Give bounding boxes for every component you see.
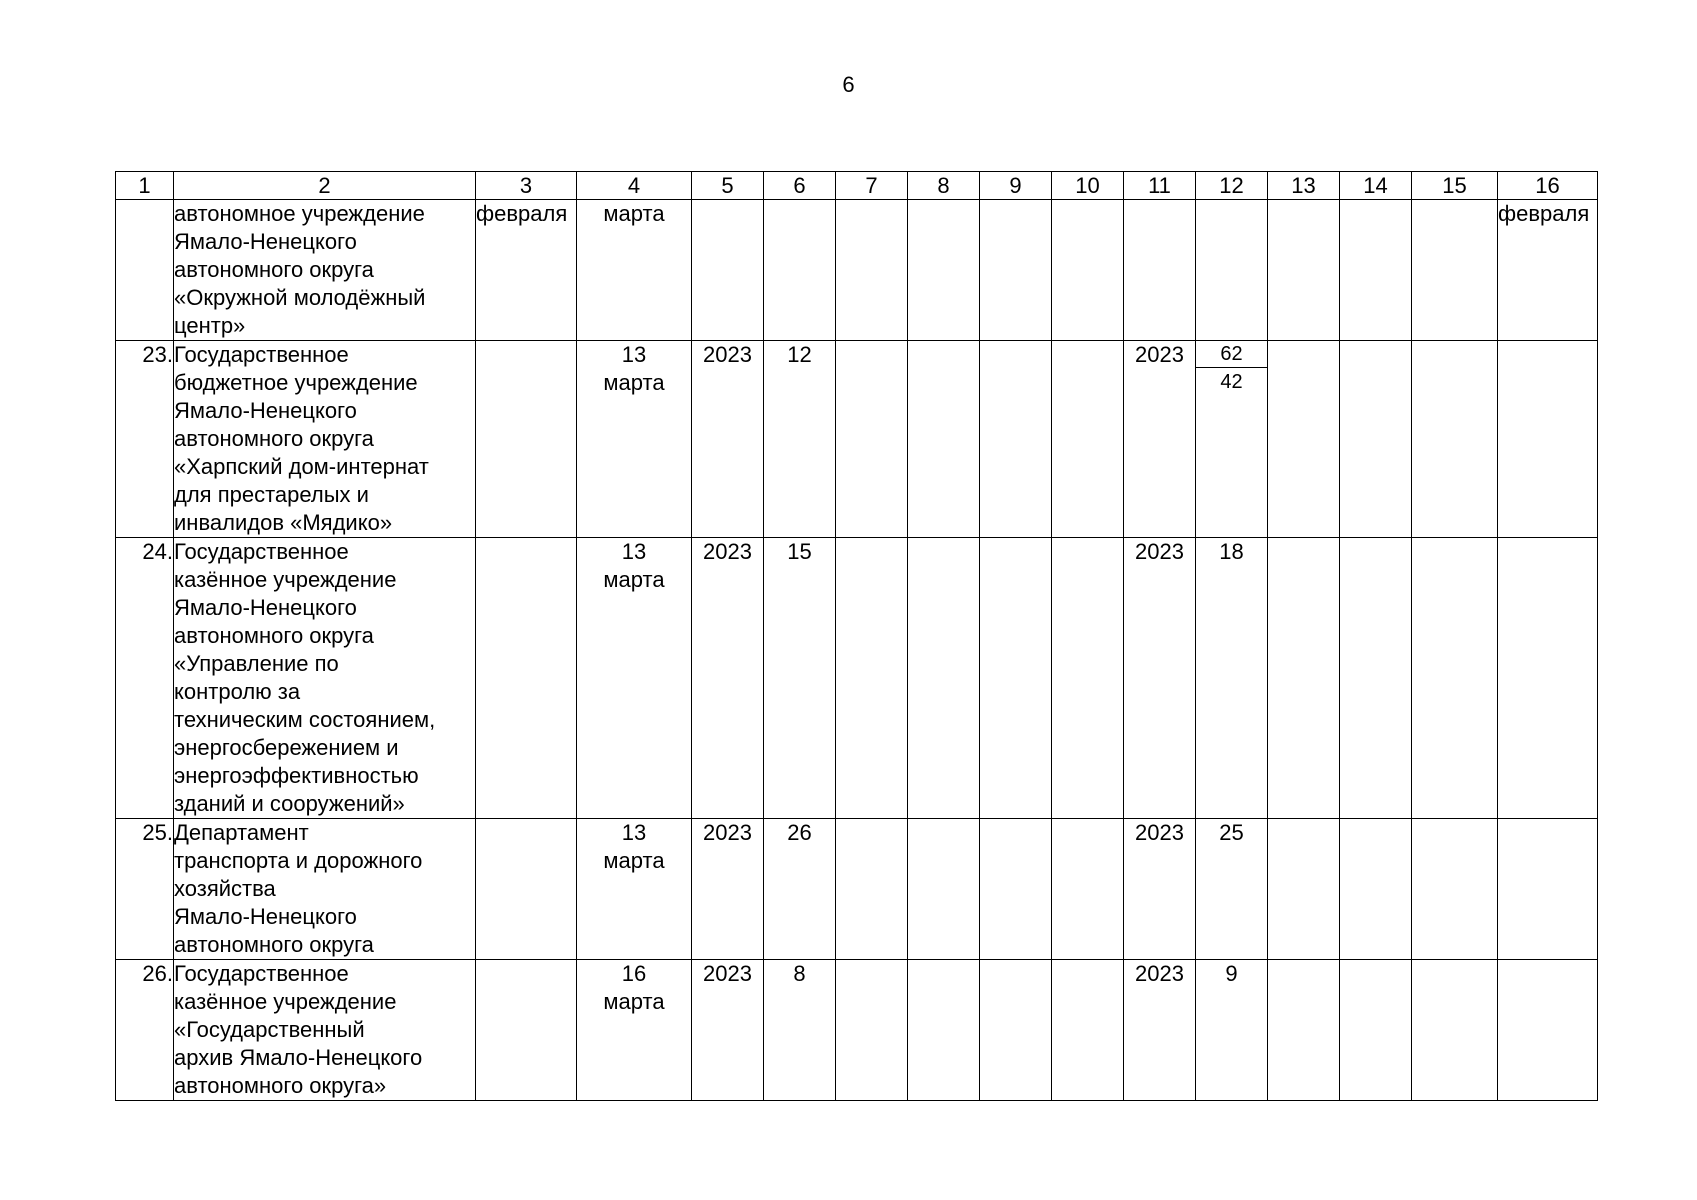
cell-col12: 9 [1196,960,1268,1101]
cell-col3 [476,819,577,960]
table-row [116,538,1598,819]
cell-col11: 2023 [1124,341,1196,538]
date-day: 13 [621,820,647,845]
fraction-denominator: 42 [1220,371,1243,393]
name-line: хозяйства [174,876,276,901]
cell-col16: февраля [1498,200,1598,341]
name-line: автономное учреждение [174,201,425,226]
cell-col9 [980,200,1052,341]
cell-col7 [836,341,908,538]
name-line: Государственное [174,961,349,986]
table-row [116,960,1598,1101]
name-line: казённое учреждение [174,989,397,1014]
cell-col16 [1498,819,1598,960]
name-line: казённое учреждение [174,567,397,592]
name-line: Ямало-Ненецкого [174,398,357,423]
cell-col14 [1340,341,1412,538]
cell-col12-fraction [1196,341,1268,538]
name-line: «Окружной молодёжный [174,285,426,310]
cell-col9 [980,819,1052,960]
column-header: 4 [577,172,692,200]
cell-col4 [577,819,692,960]
cell-col13 [1268,960,1340,1101]
cell-col4 [577,960,692,1101]
name-line: транспорта и дорожного [174,848,423,873]
column-header: 8 [908,172,980,200]
cell-col3 [476,341,577,538]
column-header: 9 [980,172,1052,200]
cell-col11: 2023 [1124,538,1196,819]
cell-col7 [836,538,908,819]
name-line: автономного округа [174,932,374,957]
column-header: 14 [1340,172,1412,200]
cell-col15 [1412,538,1498,819]
name-line: автономного округа [174,426,374,451]
cell-col3 [476,538,577,819]
table-row [116,341,1598,538]
column-header: 16 [1498,172,1598,200]
data-table [115,171,1598,1101]
name-line: инвалидов «Мядико» [174,510,393,535]
name-line: автономного округа» [174,1073,387,1098]
cell-col5: 2023 [692,819,764,960]
column-header: 10 [1052,172,1124,200]
cell-col10 [1052,341,1124,538]
cell-col4 [577,341,692,538]
cell-col16 [1498,341,1598,538]
cell-col5: 2023 [692,960,764,1101]
cell-col5: 2023 [692,341,764,538]
cell-col6: 12 [764,341,836,538]
date-day: 13 [621,539,647,564]
cell-col10 [1052,819,1124,960]
name-line: энергосбережением и [174,735,399,760]
cell-col13 [1268,819,1340,960]
cell-col13 [1268,200,1340,341]
name-line: для престарелых и [174,482,369,507]
cell-col14 [1340,960,1412,1101]
cell-col8 [908,341,980,538]
fraction-numerator: 62 [1196,341,1267,368]
cell-col12: 18 [1196,538,1268,819]
organization-name [174,200,476,341]
name-line: Ямало-Ненецкого [174,904,357,929]
name-line: «Харпский дом-интернат [174,454,429,479]
organization-name [174,538,476,819]
name-line: «Государственный [174,1017,365,1042]
date-month: марта [603,848,665,873]
date-day: 13 [621,342,647,367]
cell-col7 [836,200,908,341]
name-line: автономного округа [174,257,374,282]
name-line: архив Ямало-Ненецкого [174,1045,423,1070]
row-number [116,200,174,341]
organization-name [174,819,476,960]
name-line: контролю за [174,679,301,704]
cell-col4 [577,200,692,341]
row-number: 23. [116,341,174,538]
cell-col8 [908,819,980,960]
cell-col9 [980,538,1052,819]
organization-name [174,341,476,538]
cell-col8 [908,538,980,819]
row-number: 24. [116,538,174,819]
cell-col5 [692,200,764,341]
column-header: 2 [174,172,476,200]
table-row [116,819,1598,960]
date-day: 16 [621,961,647,986]
column-header: 12 [1196,172,1268,200]
header-row [116,172,1598,200]
cell-col8 [908,200,980,341]
cell-col3 [476,960,577,1101]
cell-col14 [1340,819,1412,960]
name-line: энергоэффективностью [174,763,419,788]
name-line: «Управление по [174,651,339,676]
cell-col11 [1124,200,1196,341]
cell-col13 [1268,341,1340,538]
column-header: 11 [1124,172,1196,200]
cell-col6: 15 [764,538,836,819]
column-header: 6 [764,172,836,200]
cell-col15 [1412,200,1498,341]
column-header: 15 [1412,172,1498,200]
name-line: Ямало-Ненецкого [174,595,357,620]
date-month: марта [603,989,665,1014]
name-line: Государственное [174,342,349,367]
cell-col12: 25 [1196,819,1268,960]
cell-col15 [1412,341,1498,538]
name-line: зданий и сооружений» [174,791,405,816]
cell-col11: 2023 [1124,819,1196,960]
cell-col15 [1412,960,1498,1101]
cell-col16 [1498,538,1598,819]
cell-col10 [1052,538,1124,819]
column-header: 5 [692,172,764,200]
cell-col15 [1412,819,1498,960]
cell-col3: февраля [476,200,577,341]
cell-col12 [1196,200,1268,341]
name-line: Государственное [174,539,349,564]
cell-col10 [1052,200,1124,341]
cell-col6 [764,200,836,341]
table-row [116,200,1598,341]
organization-name [174,960,476,1101]
date-month: марта [603,370,665,395]
cell-col8 [908,960,980,1101]
column-header: 7 [836,172,908,200]
date-month: марта [603,567,665,592]
cell-col9 [980,341,1052,538]
name-line: Ямало-Ненецкого [174,229,357,254]
cell-col16 [1498,960,1598,1101]
name-line: центр» [174,313,246,338]
row-number: 25. [116,819,174,960]
cell-col9 [980,960,1052,1101]
column-header: 1 [116,172,174,200]
cell-col14 [1340,200,1412,341]
cell-col14 [1340,538,1412,819]
cell-col7 [836,960,908,1101]
row-number: 26. [116,960,174,1101]
page-number: 6 [842,72,855,97]
name-line: Департамент [174,820,309,845]
column-header: 13 [1268,172,1340,200]
cell-col10 [1052,960,1124,1101]
cell-col13 [1268,538,1340,819]
name-line: техническим состоянием, [174,707,436,732]
cell-col4 [577,538,692,819]
column-header: 3 [476,172,577,200]
name-line: бюджетное учреждение [174,370,418,395]
cell-col5: 2023 [692,538,764,819]
cell-col6: 26 [764,819,836,960]
cell-col6: 8 [764,960,836,1101]
cell-col11: 2023 [1124,960,1196,1101]
cell-col7 [836,819,908,960]
date-month: марта [603,201,665,226]
name-line: автономного округа [174,623,374,648]
